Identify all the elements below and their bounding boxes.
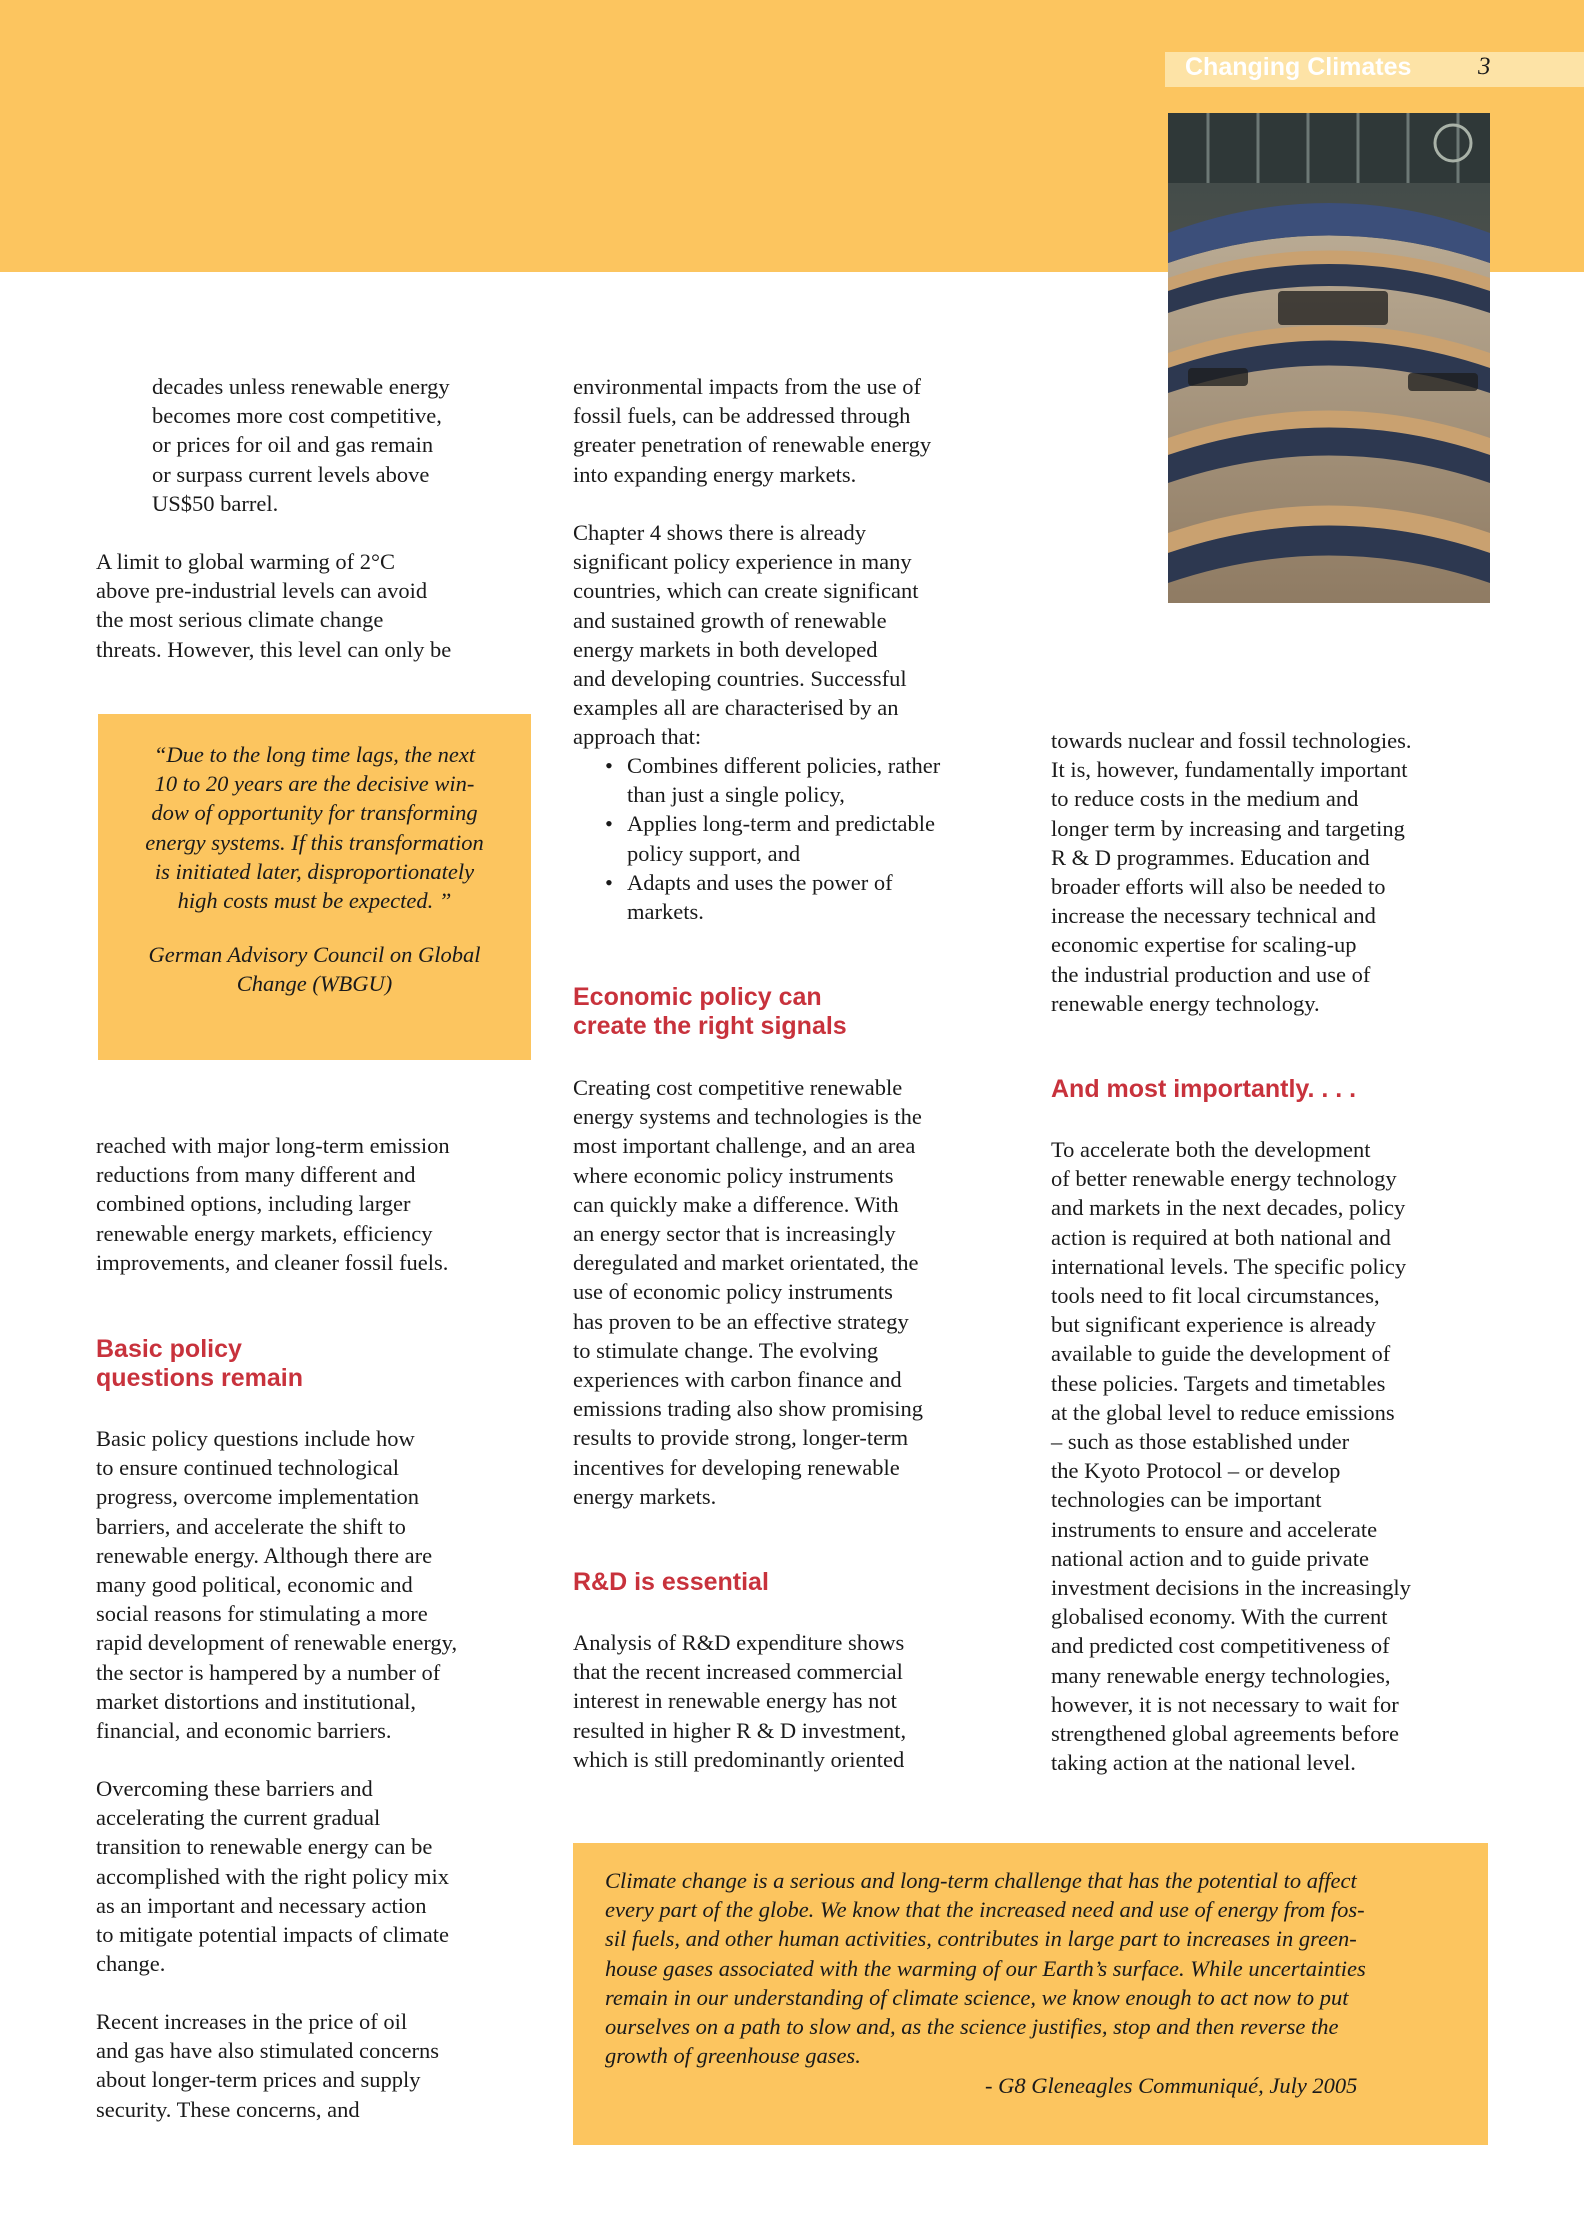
col2-paragraph-2: Chapter 4 shows there is already significant policy experience in many countries, which can create significant and sustained growth of renewable energy markets in both developed and developing countries. Successful examples all are characterised by an approach that: [573, 520, 919, 750]
col3-paragraph-2: To accelerate both the development of better renewable energy technology and markets in the next decades, policy action is required at both national and international levels. The specific policy tools need to fit local circumstances, but significant experience is already available to guide the development of these policies. Targets and timetables at the global level to reduce emissions – such as those established under the Kyoto Protocol – or develop technologies can be important instruments to ensure and accelerate national action and to guide private investment decisions in the increasingly globalised economy. With the current and predicted cost competitiveness of many renewable energy technologies, however, it is not necessary to wait for strengthened global agreements before taking action at the national level. [1051, 1137, 1411, 1776]
conference-photo-graphic [1168, 113, 1490, 603]
list-item: • Applies long-term and predictable policy support, and [605, 811, 936, 866]
col2-paragraph-1: environmental impacts from the use of fossil fuels, can be addressed through greater penetration of renewable energy into expanding energy markets. [573, 374, 932, 487]
wbgu-quote-source: German Advisory Council on Global Change (WBGU) [148, 942, 481, 997]
g8-quote-source: - G8 Gleneagles Communiqué, July 2005 [985, 2073, 1358, 2098]
heading-most-importantly: And most importantly. . . . [1051, 1075, 1357, 1103]
col1-paragraph-5: Overcoming these barriers and accelerating the current gradual transition to renewable energy can be accomplished with the right policy mix as an important and necessary action to mitigate potential impacts of climate change. [96, 1776, 450, 1977]
g8-quote-text: Climate change is a serious and long-term challenge that has the potential to affect every part of the globe. We know that the increased need and use of energy from fos- sil fuels, and other human activities, contributes in large part to increases in green- house gases associated with the warming of our Earth’s surface. While uncertainties remain in our understanding of climate science, we know enough to act now to put ourselves on a path to slow and, as the science justifies, stop and then reverse the growth of greenhouse gases. [605, 1868, 1366, 2069]
wbgu-quote-text: “Due to the long time lags, the next 10 to 20 years are the decisive win- dow of opportunity for transforming energy systems. If this transformation is initiated later, disproportionately high costs must be expected. ” [145, 742, 484, 914]
heading-economic-policy: Economic policy can create the right signals [573, 983, 847, 1040]
conference-hall-photo [1168, 113, 1490, 603]
heading-basic-policy: Basic policy questions remain [96, 1335, 303, 1392]
col1-paragraph-4: Basic policy questions include how to ensure continued technological progress, overcome implementation barriers, and accelerate the shift to renewable energy. Although there are many good political, economic and social reasons for stimulating a more rapid development of renewable energy, the sector is hampered by a number of market distortions and institutional, financial, and economic barriers. [96, 1426, 458, 1744]
col1-paragraph-1: decades unless renewable energy becomes more cost competitive, or prices for oil and gas remain or surpass current levels above US$50 barrel. [152, 374, 450, 516]
heading-rd-essential: R&D is essential [573, 1568, 769, 1596]
policy-approach-list [593, 751, 1023, 926]
page-number: 3 [1478, 53, 1491, 80]
col1-paragraph-2: A limit to global warming of 2°C above pre-industrial levels can avoid the most serious climate change threats. However, this level can only be [96, 549, 452, 662]
wbgu-quote-box [98, 714, 531, 1060]
col1-paragraph-3: reached with major long-term emission reductions from many different and combined options, including larger renewable energy markets, efficiency improvements, and cleaner fossil fuels. [96, 1133, 450, 1275]
col2-paragraph-4: Analysis of R&D expenditure shows that the recent increased commercial interest in renewable energy has not resulted in higher R & D investment, which is still predominantly oriented [573, 1630, 907, 1772]
list-item: • Combines different policies, rather than just a single policy, [605, 753, 941, 808]
col1-paragraph-6: Recent increases in the price of oil and gas have also stimulated concerns about longer-term prices and supply security. These concerns, and [96, 2009, 440, 2122]
list-item: • Adapts and uses the power of markets. [605, 869, 893, 925]
col2-paragraph-3: Creating cost competitive renewable energy systems and technologies is the most important challenge, and an area where economic policy instruments can quickly make a difference. With an energy sector that is increasingly deregulated and market orientated, the use of economic policy instruments has proven to be an effective strategy to stimulate change. The evolving experiences with carbon finance and emissions trading also show promising results to provide strong, longer-term incentives for developing renewable energy markets. [573, 1075, 923, 1509]
g8-quote-box [573, 1843, 1488, 2145]
col3-paragraph-1: towards nuclear and fossil technologies. It is, however, fundamentally important to reduce costs in the medium and longer term by increasing and targeting R & D programmes. Education and broader efforts will also be needed to increase the necessary technical and economic expertise for scaling-up the industrial production and use of renewable energy technology. [1051, 728, 1412, 1016]
running-header-title: Changing Climates [1185, 53, 1412, 81]
